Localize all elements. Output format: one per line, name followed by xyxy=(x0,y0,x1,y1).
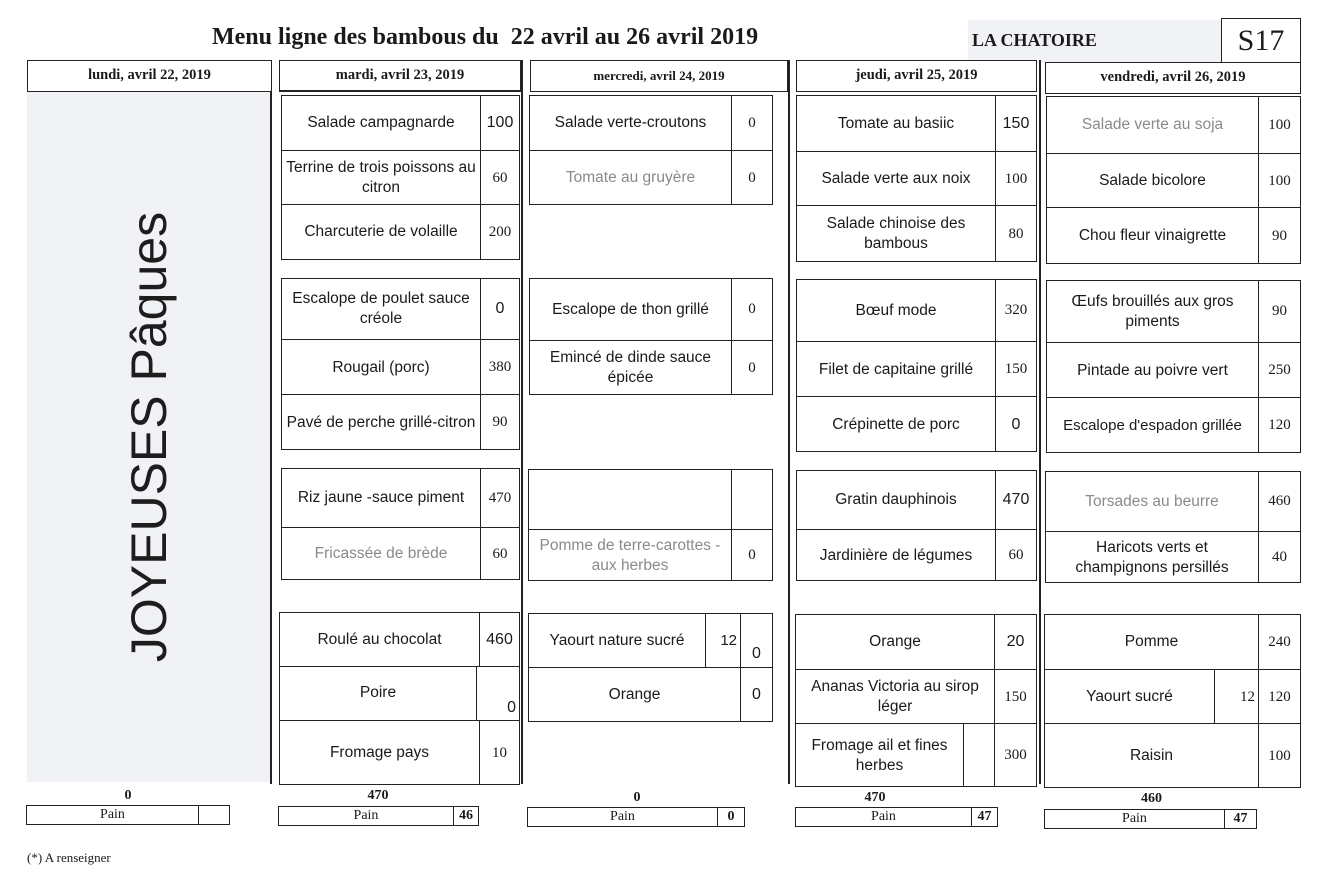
menu-item xyxy=(280,666,519,721)
pain-box xyxy=(795,807,998,827)
dish-qty: 60 xyxy=(480,151,519,205)
dish-name: Fromage ail et fines herbes xyxy=(811,736,948,774)
thursday-entrees xyxy=(796,95,1037,262)
dish-name: Salade bicolore xyxy=(1099,172,1206,189)
menu-item xyxy=(797,280,1036,341)
dish-qty: 120 xyxy=(1258,670,1300,724)
dish-name: Haricots verts et champignons persillés xyxy=(1075,538,1229,576)
dish-qty xyxy=(731,470,772,529)
dish-qty: 90 xyxy=(1258,281,1300,342)
dish-subqty: 12 xyxy=(1214,670,1258,724)
menu-item xyxy=(282,204,519,259)
dish-name: Escalope de thon grillé xyxy=(552,300,709,318)
day-total: 470 xyxy=(367,788,389,803)
dish-qty: 0 xyxy=(731,341,772,395)
dish-name: Pomme de terre-carottes - aux herbes xyxy=(539,536,721,574)
menu-item xyxy=(1047,342,1300,398)
dish-name: Tomate au basiic xyxy=(837,114,955,132)
dish-name: Pavé de perche grillé-citron xyxy=(286,413,476,431)
friday-accompagnements xyxy=(1045,471,1301,583)
dish-name: Filet de capitaine grillé xyxy=(818,360,974,378)
dish-name: Pomme xyxy=(1124,633,1179,650)
dish-name: Tomate au gruyère xyxy=(565,169,696,186)
thursday-accompagnements xyxy=(796,470,1037,581)
menu-item xyxy=(797,529,1036,581)
column-divider xyxy=(270,92,272,784)
pain-label: Pain xyxy=(1122,811,1147,826)
dish-name: Yaourt sucré xyxy=(1086,688,1173,705)
day-total: 0 xyxy=(124,788,132,803)
dish-qty: 90 xyxy=(1258,208,1300,264)
divider xyxy=(279,90,521,92)
dish-name: Escalope d'espadon grillée xyxy=(1063,416,1242,434)
dish-name: Emincé de dinde sauce épicée xyxy=(549,349,712,386)
page-title: Menu ligne des bambous du 22 avril au 26 avril 2019 xyxy=(212,24,759,50)
dish-qty: 300 xyxy=(994,724,1036,787)
dish-qty: 470 xyxy=(995,471,1036,529)
dish-name: Jardinière de légumes xyxy=(819,546,973,564)
menu-item xyxy=(1047,97,1300,153)
dish-name: Fromage pays xyxy=(329,744,430,761)
dish-qty: 0 xyxy=(731,96,772,150)
menu-item xyxy=(282,279,519,339)
dish-qty: 120 xyxy=(1258,398,1300,453)
dish-qty: 240 xyxy=(1258,615,1300,669)
menu-item xyxy=(282,96,519,150)
dish-qty: 0 xyxy=(740,668,772,722)
wednesday-entrees xyxy=(529,95,773,205)
pain-qty: 46 xyxy=(453,807,478,825)
dish-qty: 380 xyxy=(480,340,519,395)
column-divider xyxy=(788,60,790,784)
footnote: (*) A renseigner xyxy=(27,850,111,865)
pain-box xyxy=(278,806,479,826)
dish-qty: 150 xyxy=(995,96,1036,151)
dish-name: Salade verte aux noix xyxy=(821,170,971,187)
menu-item xyxy=(282,150,519,205)
dish-qty: 0 xyxy=(476,667,519,721)
pain-label: Pain xyxy=(871,809,896,824)
dish-qty: 460 xyxy=(479,613,519,666)
dish-name: Raisin xyxy=(1129,747,1174,764)
pain-label: Pain xyxy=(353,808,379,823)
dish-qty: 60 xyxy=(995,530,1036,581)
friday-entrees xyxy=(1046,96,1301,264)
thursday-plats xyxy=(796,279,1037,452)
tuesday-accompagnements xyxy=(281,468,520,580)
dish-name xyxy=(529,470,731,529)
dish-qty: 40 xyxy=(1258,532,1300,583)
dish-name: Salade chinoise des bambous xyxy=(826,215,966,252)
pain-box xyxy=(527,807,745,827)
dish-qty: 200 xyxy=(480,205,519,259)
menu-item xyxy=(796,615,1036,669)
day-header-tuesday: mardi, avril 23, 2019 xyxy=(279,60,521,92)
menu-item xyxy=(529,614,772,667)
column-divider xyxy=(1039,60,1041,784)
dish-name: Yaourt nature sucré xyxy=(549,631,685,649)
dish-qty: 80 xyxy=(995,206,1036,262)
dish-qty: 100 xyxy=(480,96,519,150)
dish-name: Pintade au poivre vert xyxy=(1077,361,1228,379)
dish-name: Orange xyxy=(608,686,661,703)
dish-name: Torsades au beurre xyxy=(1085,492,1219,510)
menu-item xyxy=(280,613,519,666)
dish-name: Fricassée de brède xyxy=(314,545,448,562)
day-total: 0 xyxy=(633,790,641,805)
menu-item xyxy=(529,667,772,722)
dish-name: Rougail (porc) xyxy=(332,358,430,376)
dish-qty: 100 xyxy=(1258,97,1300,153)
thursday-desserts xyxy=(795,614,1037,787)
pain-qty: 47 xyxy=(1224,810,1256,828)
dish-qty: 0 xyxy=(740,614,772,667)
menu-item xyxy=(796,669,1036,724)
dish-name: Œufs brouillés aux gros piments xyxy=(1071,292,1234,330)
wednesday-desserts xyxy=(528,613,773,722)
dish-qty: 60 xyxy=(480,528,519,580)
menu-item xyxy=(796,723,1036,787)
tuesday-plats xyxy=(281,278,520,450)
menu-item xyxy=(797,96,1036,151)
dish-subqty: 12 xyxy=(705,614,740,667)
dish-qty: 150 xyxy=(994,670,1036,724)
menu-item xyxy=(530,279,772,340)
wednesday-plats xyxy=(529,278,773,395)
menu-item xyxy=(797,205,1036,262)
wednesday-accompagnements xyxy=(528,469,773,581)
menu-item xyxy=(1047,153,1300,208)
menu-item xyxy=(1047,207,1300,264)
dish-qty: 0 xyxy=(731,151,772,205)
dish-name: Chou fleur vinaigrette xyxy=(1078,227,1227,244)
restaurant-name: LA CHATOIRE xyxy=(968,20,1222,63)
menu-item xyxy=(1045,723,1300,788)
pain-label: Pain xyxy=(610,809,635,824)
dish-qty: 150 xyxy=(995,342,1036,397)
dish-subqty xyxy=(963,724,994,787)
menu-item xyxy=(1045,615,1300,669)
day-header-monday: lundi, avril 22, 2019 xyxy=(27,60,272,92)
pain-qty: 0 xyxy=(717,808,744,826)
dish-name: Gratin dauphinois xyxy=(835,491,957,508)
dish-qty: 470 xyxy=(480,469,519,527)
column-divider xyxy=(521,60,523,784)
dish-qty: 100 xyxy=(1258,154,1300,208)
menu-item xyxy=(282,527,519,580)
menu-item xyxy=(1045,669,1300,724)
pain-qty xyxy=(198,806,229,824)
dish-qty: 100 xyxy=(995,152,1036,206)
pain-box xyxy=(1044,809,1257,829)
menu-item xyxy=(1046,472,1300,531)
tuesday-entrees xyxy=(281,95,520,260)
menu-item xyxy=(797,341,1036,397)
day-total: 460 xyxy=(1141,791,1162,806)
dish-name: Ananas Victoria au sirop léger xyxy=(811,678,979,715)
menu-item xyxy=(282,394,519,450)
dish-name: Riz jaune -sauce piment xyxy=(297,489,465,506)
friday-plats xyxy=(1046,280,1301,453)
holiday-panel xyxy=(27,92,271,782)
dish-name: Bœuf mode xyxy=(855,301,937,319)
day-header-wednesday: mercredi, avril 24, 2019 xyxy=(530,60,788,92)
menu-item xyxy=(530,340,772,395)
menu-item xyxy=(1047,397,1300,453)
dish-qty: 20 xyxy=(994,615,1036,669)
menu-item xyxy=(529,529,772,581)
dish-qty: 460 xyxy=(1258,472,1300,531)
friday-desserts xyxy=(1044,614,1301,788)
week-code: S17 xyxy=(1221,18,1301,64)
pain-box xyxy=(26,805,230,825)
pain-label: Pain xyxy=(100,807,125,822)
day-header-friday: vendredi, avril 26, 2019 xyxy=(1045,62,1301,94)
dish-qty: 0 xyxy=(731,530,772,581)
dish-name: Salade verte-croutons xyxy=(554,114,707,131)
dish-name: Escalope de poulet sauce créole xyxy=(292,290,470,327)
menu-item xyxy=(282,339,519,395)
dish-qty: 320 xyxy=(995,280,1036,341)
menu-item xyxy=(282,469,519,527)
dish-qty: 100 xyxy=(1258,724,1300,788)
dish-name: Orange xyxy=(869,633,921,650)
holiday-greeting: JOYEUSES Pâques xyxy=(121,211,177,663)
tuesday-desserts xyxy=(279,612,520,785)
menu-item xyxy=(529,470,772,529)
dish-qty: 0 xyxy=(995,397,1036,452)
day-header-thursday: jeudi, avril 25, 2019 xyxy=(796,60,1037,92)
menu-item xyxy=(797,396,1036,452)
menu-item xyxy=(530,150,772,205)
dish-qty: 0 xyxy=(480,279,519,339)
dish-name: Salade campagnarde xyxy=(307,114,455,131)
dish-qty: 0 xyxy=(731,279,772,340)
dish-name: Terrine de trois poissons au citron xyxy=(286,159,476,196)
dish-name: Salade verte au soja xyxy=(1081,116,1224,133)
dish-name: Charcuterie de volaille xyxy=(304,223,458,240)
menu-item xyxy=(797,471,1036,529)
menu-item xyxy=(1046,531,1300,583)
menu-item xyxy=(280,720,519,785)
day-total: 470 xyxy=(864,790,886,805)
dish-name: Crépinette de porc xyxy=(832,415,960,433)
dish-name: Roulé au chocolat xyxy=(317,630,442,648)
menu-item xyxy=(530,96,772,150)
dish-name: Poire xyxy=(359,684,397,701)
dish-qty: 90 xyxy=(480,395,519,450)
dish-qty: 250 xyxy=(1258,343,1300,398)
dish-qty: 10 xyxy=(479,721,519,785)
pain-qty: 47 xyxy=(971,808,997,826)
menu-item xyxy=(1047,281,1300,342)
menu-item xyxy=(797,151,1036,206)
